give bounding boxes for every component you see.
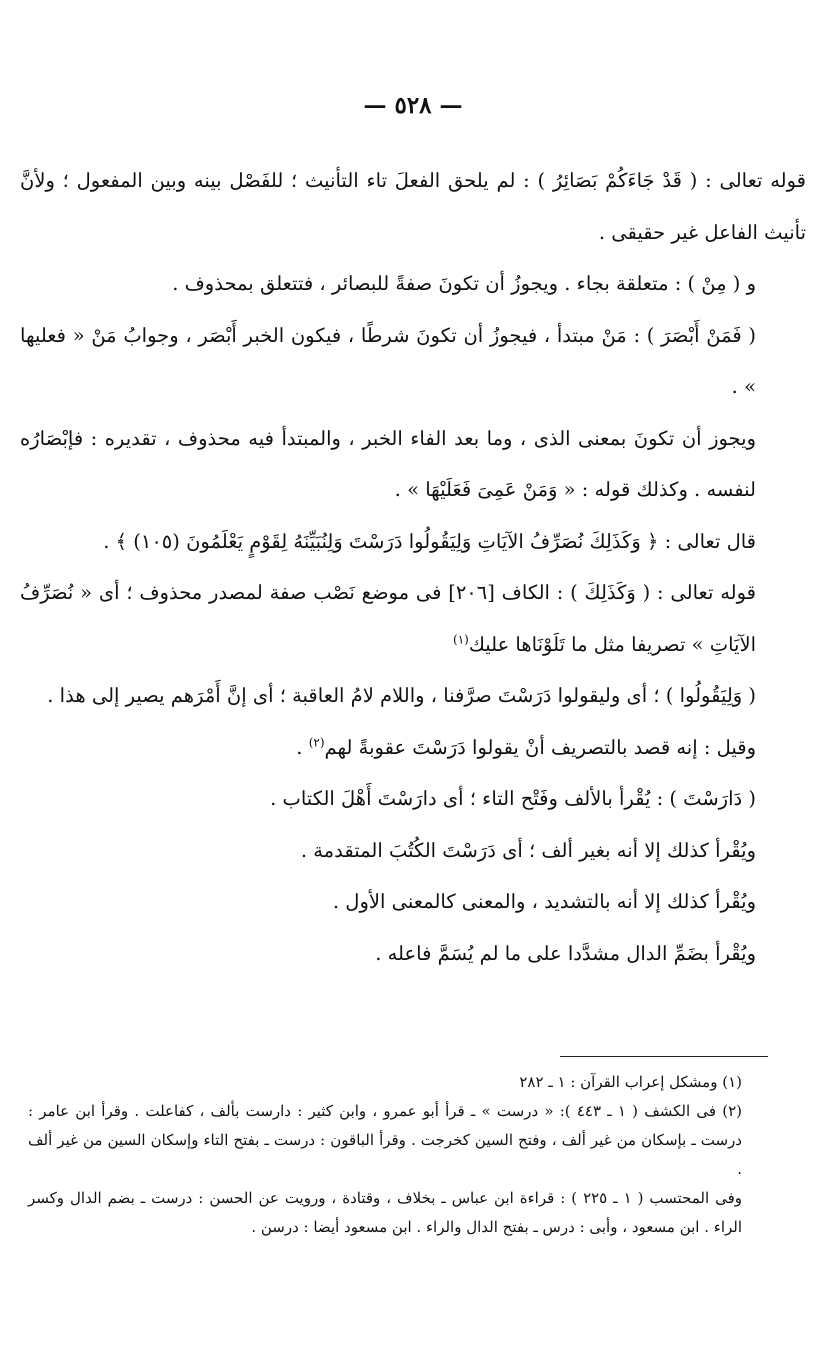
main-text bbox=[20, 155, 806, 979]
paragraph-12: ويُقْرأ بضَمِّ الدال مشدَّدا على ما لم يُسَمَّ فاعله . bbox=[375, 941, 756, 965]
footnote-divider bbox=[560, 1056, 768, 1057]
footnote-ref-2: (٢) bbox=[308, 735, 325, 749]
footnote-1: (١) ومشكل إعراب القرآن : ١ ـ ٢٨٢ bbox=[519, 1073, 742, 1091]
paragraph-6 bbox=[20, 567, 806, 670]
paragraph-9: ( دَارَسْتَ ) : يُقْرأ بالألف وفَتْح التاء ؛ أى دارَسْتَ أَهْلَ الكتاب . bbox=[270, 787, 756, 810]
paragraph-1: قوله تعالى : ( قَدْ جَاءَكُمْ بَصَائِرُ ) : لم يلحق الفعلَ تاء التأنيث ؛ للفَصْل بينه وبين المفعول ؛ ولأنَّ تأنيث الفاعل غير حقيقى . bbox=[20, 169, 806, 244]
page-number: — ٥٢٨ — bbox=[363, 92, 463, 119]
paragraph-3: ( فَمَنْ أَبْصَرَ ) : مَنْ مبتدأ ، فيجوزُ أن تكونَ شرطًا ، فيكون الخبر أَبْصَر ، وجوابُ مَنْ « فعليها » . bbox=[20, 323, 756, 398]
paragraph-2: و ( مِنْ ) : متعلقة بجاء . ويجوزُ أن تكونَ صفةً للبصائر ، فتتعلق بمحذوف . bbox=[172, 272, 756, 295]
paragraph-8-end: . bbox=[296, 735, 309, 759]
paragraph-6-text: قوله تعالى : ( وَكَذَلِكَ ) : الكاف [٢٠٦] فى موضع نَصْب صفة لمصدر محذوف ؛ أى « نُصَرِّفُ الآيَاتِ » تصريفا مثل ما تَلَوْنَاها عليك bbox=[20, 581, 756, 656]
paragraph-8 bbox=[20, 722, 806, 774]
paragraph-8-text: وقيل : إنه قصد بالتصريف أنْ يقولوا دَرَسْتَ عقوبةً لهم bbox=[324, 735, 756, 759]
paragraph-11: ويُقْرأ كذلك إلا أنه بالتشديد ، والمعنى كالمعنى الأول . bbox=[332, 890, 756, 913]
footnote-2: (٢) فى الكشف ( ١ ـ ٤٤٣ ): « درست » ـ قرأ أبو عمرو ، وابن كثير : دارست بألف ، كفاعلت . وقرأ ابن عامر : درست ـ بإسكان من غير ألف ، وفتح السين كخرجت . وقرأ الباقون : درست ـ بفتح التاء وإسكان السين من غير ألف . bbox=[28, 1102, 743, 1178]
verse-quote: قال تعالى : ﴿ وَكَذَلِكَ نُصَرِّفُ الآيَاتِ وَلِيَقُولُوا دَرَسْتَ وَلِنُبَيِّنَهُ لِقَوْمٍ يَعْلَمُونَ (١٠٥) ﴾ . bbox=[103, 529, 756, 553]
paragraph-10: ويُقْرأ كذلك إلا أنه بغير ألف ؛ أى دَرَسْتَ الكُتُبَ المتقدمة . bbox=[300, 838, 756, 862]
paragraph-4: ويجوز أن تكونَ بمعنى الذى ، وما بعد الفاء الخبر ، والمبتدأ فيه محذوف ، تقديره : فإبْصَارُه لنفسه . وكذلك قوله : « وَمَنْ عَمِىَ فَعَلَيْهَا » . bbox=[20, 426, 756, 501]
footnote-ref-1: (١) bbox=[453, 632, 469, 646]
footnote-3: وفى المحتسب ( ١ ـ ٢٢٥ ) : قراءة ابن عباس ـ بخلاف ، وقتادة ، ورويت عن الحسن : درست ـ بضم الدال وكسر الراء . ابن مسعود ، وأبى : درس ـ بفتح الدال والراء . ابن مسعود أيضا : درسن . bbox=[28, 1189, 743, 1236]
paragraph-7: ( وَلِيَقُولُوا ) ؛ أى وليقولوا دَرَسْتَ صرَّفنا ، واللام لامُ العاقبة ؛ أى إنَّ أَمْرَهم يصير إلى هذا . bbox=[47, 684, 756, 707]
footnotes bbox=[28, 1068, 772, 1242]
